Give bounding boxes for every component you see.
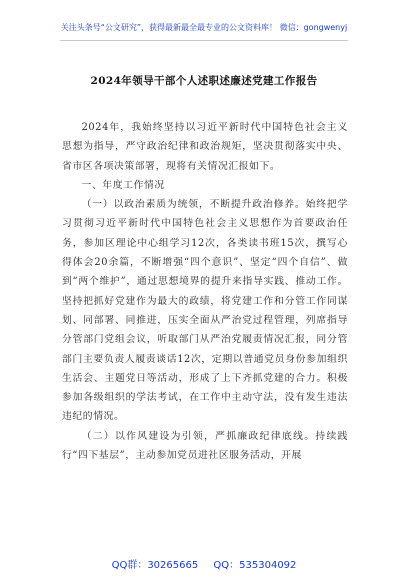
header-divider <box>60 40 348 41</box>
body-paragraph: （一）以政治素质为统领，不断提升政治修养。始终把学习贯彻习近平新时代中国特色社会主义思想作为首要政治任务，参加区理论中心组学习12次，各类读书班15次，撰写心得体会20余篇，不断增强“四个意识”、坚定“四个自信”、做到“两个维护”，通过思想境界的提升来指导实践、推动工作。坚持把抓好党建作为最大的政绩，将党建工作和分管工作同谋划、同部署、同推进，压实全面从严治党过程管理，列席指导分管部门党组会议，听取部门从严治党履责情况汇报，同分管部门主要负责人履责谈话12次，定期以普通党员身份参加组织生活会、主题党日等活动，形成了上下齐抓党建的合力。积极参加各级组织的学法考试，在工作中主动守法，没有发生违法违纪的情况。 <box>62 199 348 423</box>
header-banner: 关注头条号“公文研究”，获得最新最全最专业的公文资料库！ 微信：gongwenyj <box>60 23 348 32</box>
footer-banner <box>0 556 408 571</box>
document-title: 2024年领导干部个人述职述廉述党建工作报告 <box>90 75 318 87</box>
qq-contact-label: QQ：535304092 <box>213 560 297 571</box>
body-paragraph: （二）以作风建设为引领，严抓廉政纪律底线。持续践行“四下基层”，主动参加党员进社区服务活动，开展 <box>62 430 348 462</box>
section-heading: 一、年度工作情况 <box>81 179 165 191</box>
document-body <box>62 118 348 465</box>
qq-group-label: QQ群：30265665 <box>111 560 199 571</box>
intro-paragraph: 2024年，我始终坚持以习近平新时代中国特色社会主义思想为指导，严守政治纪律和政治规矩，坚决贯彻落实中央、省市区各项决策部署，现将有关情况汇报如下。 <box>62 122 348 172</box>
